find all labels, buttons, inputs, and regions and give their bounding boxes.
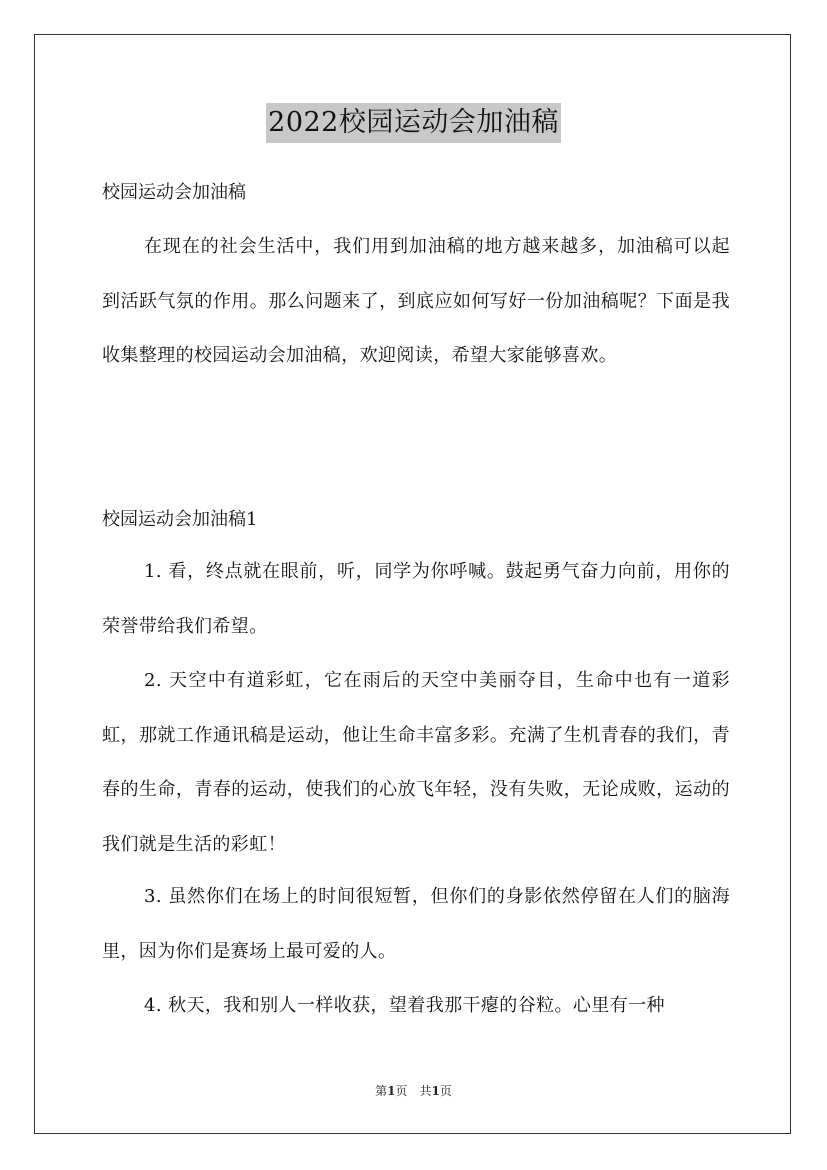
intro-paragraph: 在现在的社会生活中，我们用到加油稿的地方越来越多，加油稿可以起到活跃气氛的作用。那么问题来了，到底应如何写好一份加油稿呢？下面是我收集整理的校园运动会加油稿，欢迎阅读，希望大家能够喜欢。: [102, 236, 730, 366]
section-heading: 校园运动会加油稿1: [102, 509, 258, 530]
paragraph-3: 3. 虽然你们在场上的时间很短暂，但你们的身影依然停留在人们的脑海里，因为你们是赛场上最可爱的人。: [102, 886, 730, 962]
document-subtitle: 校园运动会加油稿: [102, 182, 246, 203]
footer-page-current: 1: [387, 1084, 396, 1098]
paragraph-1: 1. 看，终点就在眼前，听，同学为你呼喊。鼓起勇气奋力向前，用你的荣誉带给我们希望。: [102, 561, 730, 637]
footer-page-prefix: 第: [375, 1084, 388, 1098]
page-footer: [0, 1083, 827, 1099]
paragraph-4: 4. 秋天，我和别人一样收获，望着我那干瘪的谷粒。心里有一种: [144, 995, 665, 1016]
footer-page-suffix: 页: [439, 1084, 452, 1098]
footer-page-total: 1: [431, 1084, 440, 1098]
title-container: [0, 103, 827, 143]
paragraph-2: 2. 天空中有道彩虹，它在雨后的天空中美丽夺目，生命中也有一道彩虹，那就工作通讯稿是运动，他让生命丰富多彩。充满了生机青春的我们，青春的生命，青春的运动，使我们的心放飞年轻，没有失败，无论成败，运动的我们就是生活的彩虹！: [102, 670, 730, 855]
footer-page-mid: 页 共: [395, 1084, 432, 1098]
document-title: 2022校园运动会加油稿: [266, 103, 561, 143]
